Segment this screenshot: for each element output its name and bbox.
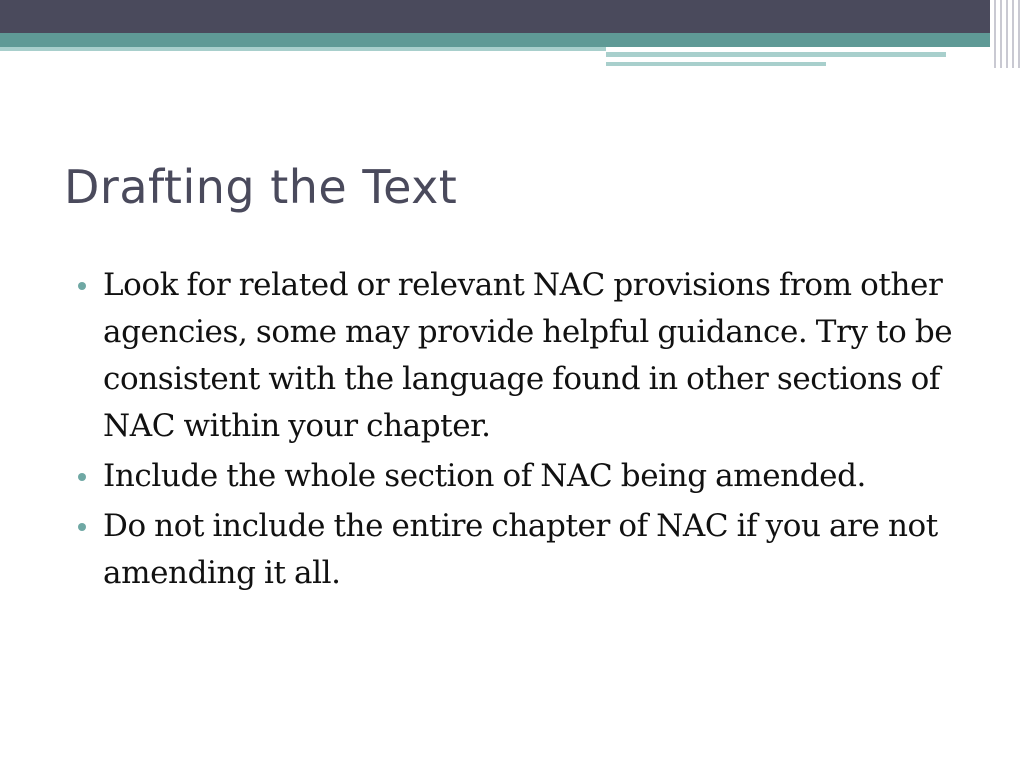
bullet-text: Include the whole section of NAC being amended. — [103, 458, 866, 494]
header-right-accent-line-short — [606, 62, 826, 66]
bullet-item — [74, 503, 974, 597]
slide-title: Drafting the Text — [64, 160, 458, 214]
bullet-list — [74, 262, 974, 600]
header-teal-bar — [0, 33, 1024, 47]
header-stripes — [990, 0, 1024, 68]
header-dark-bar — [0, 0, 1024, 33]
bullet-text: Do not include the entire chapter of NAC if you are not amending it all. — [103, 508, 938, 591]
stripe — [1018, 0, 1020, 68]
stripe — [1006, 0, 1008, 68]
bullet-item — [74, 262, 974, 450]
bullet-dot-icon — [78, 473, 86, 481]
bullet-text: Look for related or relevant NAC provisions from other agencies, some may provide helpful guidance. Try to be consistent with the language found in other sections of NAC within your chapter. — [103, 267, 953, 444]
stripe — [1000, 0, 1002, 68]
stripe — [1012, 0, 1014, 68]
bullet-dot-icon — [78, 282, 86, 290]
header-right-accent-line — [606, 52, 946, 57]
bullet-item — [74, 453, 974, 500]
stripe — [994, 0, 996, 68]
header-accent-line — [0, 47, 606, 51]
bullet-dot-icon — [78, 523, 86, 531]
